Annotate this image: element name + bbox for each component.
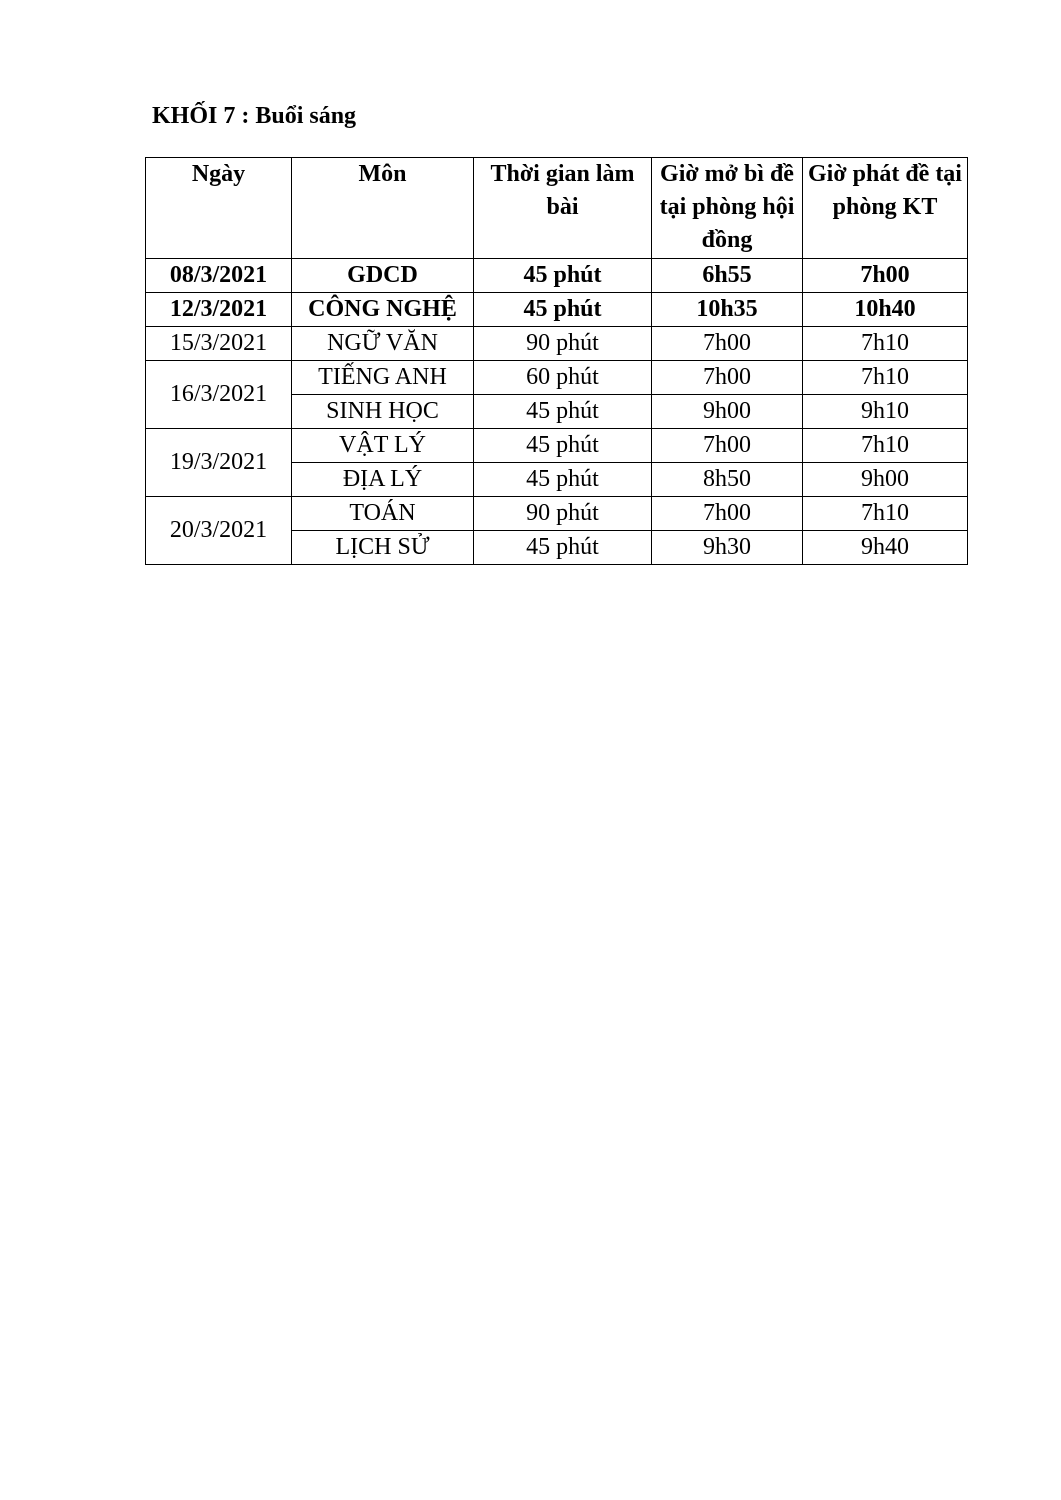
- issue-time-cell: 7h00: [803, 259, 968, 293]
- open-time-cell: 10h35: [652, 293, 803, 327]
- duration-cell: 45 phút: [474, 259, 652, 293]
- table-row: [146, 327, 968, 361]
- duration-cell: 45 phút: [474, 395, 652, 429]
- table-row: [146, 497, 968, 531]
- subject-cell: GDCD: [292, 259, 474, 293]
- table-row: [146, 429, 968, 463]
- issue-time-cell: 10h40: [803, 293, 968, 327]
- open-time-cell: 7h00: [652, 497, 803, 531]
- duration-cell: 90 phút: [474, 327, 652, 361]
- open-time-cell: 7h00: [652, 361, 803, 395]
- duration-cell: 90 phút: [474, 497, 652, 531]
- date-cell: 12/3/2021: [146, 293, 292, 327]
- table-row: [146, 361, 968, 395]
- subject-cell: SINH HỌC: [292, 395, 474, 429]
- date-cell: 15/3/2021: [146, 327, 292, 361]
- duration-cell: 60 phút: [474, 361, 652, 395]
- date-cell: 20/3/2021: [146, 497, 292, 565]
- issue-time-cell: 7h10: [803, 497, 968, 531]
- subject-cell: CÔNG NGHỆ: [292, 293, 474, 327]
- open-time-cell: 8h50: [652, 463, 803, 497]
- issue-time-cell: 7h10: [803, 327, 968, 361]
- subject-cell: ĐỊA LÝ: [292, 463, 474, 497]
- subject-cell: TOÁN: [292, 497, 474, 531]
- subject-cell: NGỮ VĂN: [292, 327, 474, 361]
- date-cell: 19/3/2021: [146, 429, 292, 497]
- header-date: Ngày: [146, 158, 292, 259]
- table-row: [146, 259, 968, 293]
- subject-cell: TIẾNG ANH: [292, 361, 474, 395]
- header-duration: Thời gian làm bài: [474, 158, 652, 259]
- page-heading: KHỐI 7 : Buổi sáng: [152, 103, 357, 129]
- header-subject: Môn: [292, 158, 474, 259]
- table-row: [146, 293, 968, 327]
- issue-time-cell: 9h40: [803, 531, 968, 565]
- issue-time-cell: 9h10: [803, 395, 968, 429]
- issue-time-cell: 9h00: [803, 463, 968, 497]
- open-time-cell: 7h00: [652, 327, 803, 361]
- open-time-cell: 6h55: [652, 259, 803, 293]
- subject-cell: LỊCH SỬ: [292, 531, 474, 565]
- date-cell: 08/3/2021: [146, 259, 292, 293]
- duration-cell: 45 phút: [474, 463, 652, 497]
- duration-cell: 45 phút: [474, 429, 652, 463]
- issue-time-cell: 7h10: [803, 361, 968, 395]
- open-time-cell: 9h00: [652, 395, 803, 429]
- header-issue-time: Giờ phát đề tại phòng KT: [803, 158, 968, 259]
- duration-cell: 45 phút: [474, 531, 652, 565]
- date-cell: 16/3/2021: [146, 361, 292, 429]
- issue-time-cell: 7h10: [803, 429, 968, 463]
- duration-cell: 45 phút: [474, 293, 652, 327]
- subject-cell: VẬT LÝ: [292, 429, 474, 463]
- open-time-cell: 7h00: [652, 429, 803, 463]
- open-time-cell: 9h30: [652, 531, 803, 565]
- header-open-time: Giờ mở bì đề tại phòng hội đồng: [652, 158, 803, 259]
- header-row: [146, 158, 968, 259]
- exam-schedule-table: [145, 157, 968, 565]
